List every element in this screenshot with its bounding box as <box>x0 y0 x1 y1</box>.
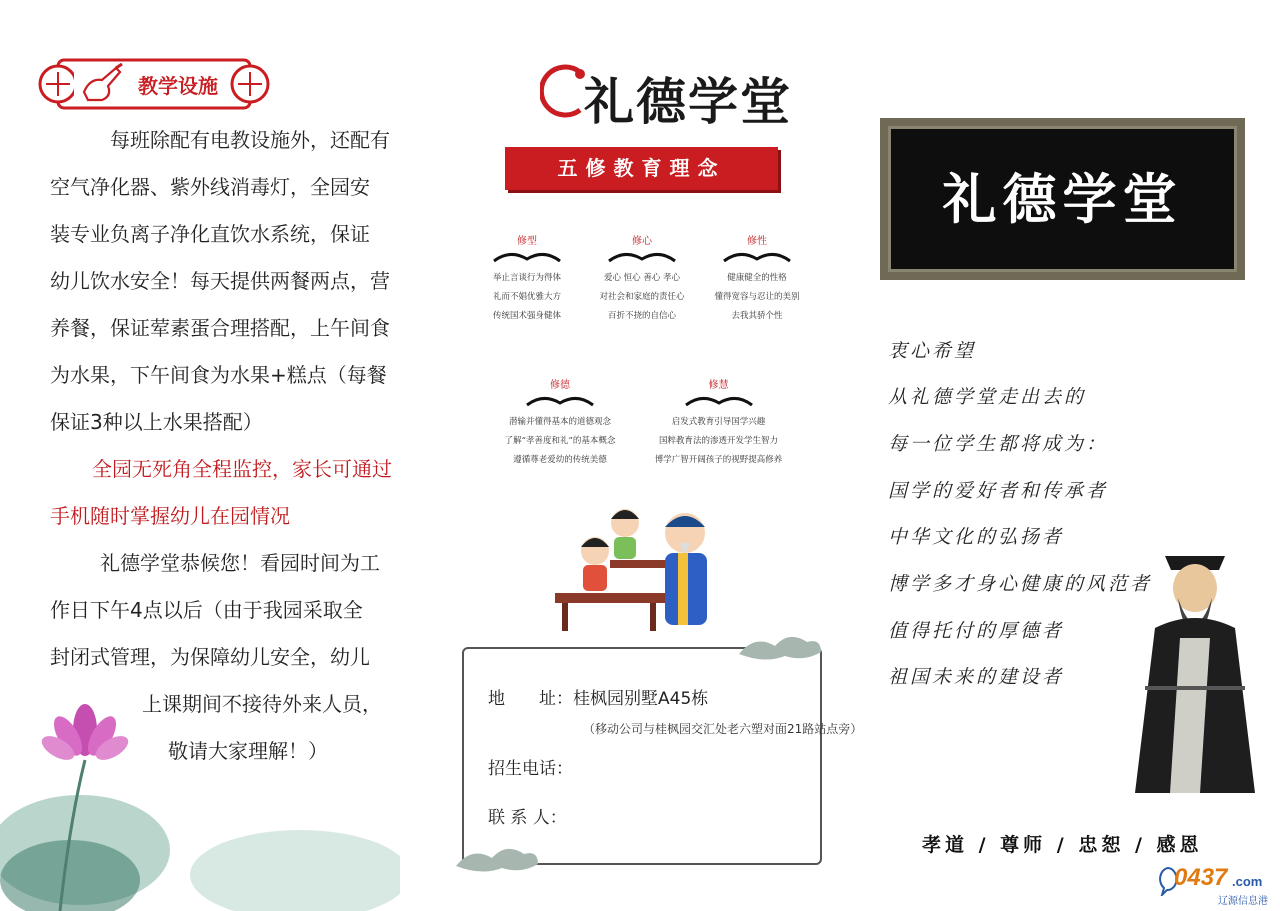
plaque-title: 礼德学堂 <box>942 167 1183 231</box>
pillar-name: 修性 <box>747 236 767 247</box>
facilities-line-7: 保证3种以上水果搭配） <box>50 410 263 434</box>
hope-line-5: 中华文化的弘扬者 <box>888 526 1065 548</box>
brush-stroke-icon <box>607 249 677 263</box>
monitoring-line-2: 手机随时掌握幼儿在园情况 <box>50 504 290 528</box>
watermark-subtitle: 辽源信息港 <box>1218 896 1268 907</box>
pillar-line: 懂得宽容与忍让的美别 <box>714 292 800 302</box>
hope-line-3: 每一位学生都将成为： <box>888 433 1109 455</box>
brush-stroke-icon <box>525 393 595 407</box>
cloud-ornament-icon <box>735 628 825 664</box>
watermark-number: 0437 <box>1174 864 1228 891</box>
pillar-character <box>682 232 832 326</box>
brush-stroke-icon <box>722 249 792 263</box>
pillar-name: 修慧 <box>708 380 729 391</box>
brand-title: 礼德学堂 <box>584 72 792 131</box>
pillar-line: 健康健全的性格 <box>727 273 787 283</box>
lotus-icon <box>38 704 132 765</box>
pillar-line: 国粹教育法的渗透开发学生智力 <box>658 436 778 446</box>
virtues-tagline: 孝道 / 尊师 / 忠恕 / 感恩 <box>922 834 1203 856</box>
monitoring-line-1: 全园无死角全程监控，家长可通过 <box>92 457 392 481</box>
pillar-line: 遵循尊老爱幼的传统美德 <box>513 455 607 465</box>
hope-line-7: 值得托付的厚德者 <box>888 620 1065 642</box>
pillar-line: 潜输并懂得基本的道德观念 <box>508 417 611 427</box>
hope-line-4: 国学的爱好者和传承者 <box>888 480 1109 502</box>
visiting-line-3: 封闭式管理，为保障幼儿安全，幼儿 <box>50 645 370 669</box>
visiting-line-4: 上课期间不接待外来人员， <box>142 692 382 716</box>
brand-seal-icon <box>540 62 588 118</box>
facilities-line-2: 空气净化器、紫外线消毒灯，全园安 <box>50 175 370 199</box>
pillar-wisdom <box>641 376 796 470</box>
contact-person-label: 联 系 人： <box>488 808 567 828</box>
pillar-line: 启发式教育引导国学兴趣 <box>671 417 766 427</box>
facilities-line-4: 幼儿饮水安全！每天提供两餐两点，营 <box>50 269 390 293</box>
facilities-line-3: 装专业负离子净化直饮水系统，保证 <box>50 222 370 246</box>
watermark-domain: .com <box>1232 874 1263 889</box>
facilities-title: 教学设施 <box>138 74 218 98</box>
hope-line-2: 从礼德学堂走出去的 <box>888 386 1087 408</box>
pillar-line: 传统国术强身健体 <box>492 311 561 321</box>
hope-line-6: 博学多才身心健康的风范者 <box>888 573 1153 595</box>
visiting-line-5: 敬请大家理解！） <box>168 739 328 763</box>
site-watermark <box>1158 862 1274 908</box>
hope-line-1: 衷心希望 <box>888 340 977 362</box>
visiting-line-2: 作日下午4点以后（由于我园采取全 <box>50 598 363 622</box>
address-value: 桂枫园别墅A45栋 <box>573 689 709 709</box>
sage-figure-illustration <box>1120 548 1270 800</box>
facilities-line-6: 为水果，下午间食为水果+糕点（每餐 <box>50 363 387 387</box>
phone-label: 招生电话： <box>488 759 573 779</box>
brush-stroke-icon <box>684 393 754 407</box>
school-plaque <box>880 118 1245 280</box>
address-label: 地 址： <box>488 689 573 709</box>
pillar-name: 修型 <box>517 236 537 247</box>
plaque-inner <box>888 126 1237 272</box>
lotus-decoration <box>0 690 400 911</box>
address-note: （移动公司与桂枫园交汇处老六塑对面21路站点旁） <box>583 722 863 736</box>
pillar-name: 修德 <box>550 380 570 391</box>
philosophy-title: 五修教育理念 <box>557 156 726 180</box>
pillar-virtue <box>485 376 635 470</box>
pillar-name: 修心 <box>632 236 652 247</box>
pillar-line: 博学广智开阔孩子的视野提高修养 <box>654 455 783 465</box>
brush-stroke-icon <box>492 249 562 263</box>
cloud-ornament-icon <box>452 840 542 876</box>
lotus-leaf-right <box>190 830 400 911</box>
facilities-banner <box>38 56 270 112</box>
hope-line-8: 祖国未来的建设者 <box>888 666 1065 688</box>
writing-hand-icon <box>78 62 128 106</box>
pillar-line: 百折不挠的自信心 <box>607 311 676 321</box>
pillar-line: 礼而不娼优雅大方 <box>492 292 561 302</box>
facilities-line-1: 每班除配有电教设施外，还配有 <box>110 128 390 152</box>
pillar-line: 对社会和家庭的责任心 <box>599 292 685 302</box>
pillar-line: 去我其骄个性 <box>731 311 783 321</box>
visiting-line-1: 礼德学堂恭候您！看园时间为工 <box>100 551 380 575</box>
classroom-illustration <box>550 495 725 635</box>
pillar-line: 了解“孝善度和礼”的基本概念 <box>504 436 616 446</box>
facilities-line-5: 养餐，保证荤素蛋合理搭配，上午间食 <box>50 316 390 340</box>
address-row <box>488 684 708 709</box>
pillar-line: 爱心 恒心 善心 孝心 <box>603 273 681 283</box>
pillar-line: 举止言谈行为得体 <box>492 273 561 283</box>
philosophy-banner <box>505 147 778 190</box>
